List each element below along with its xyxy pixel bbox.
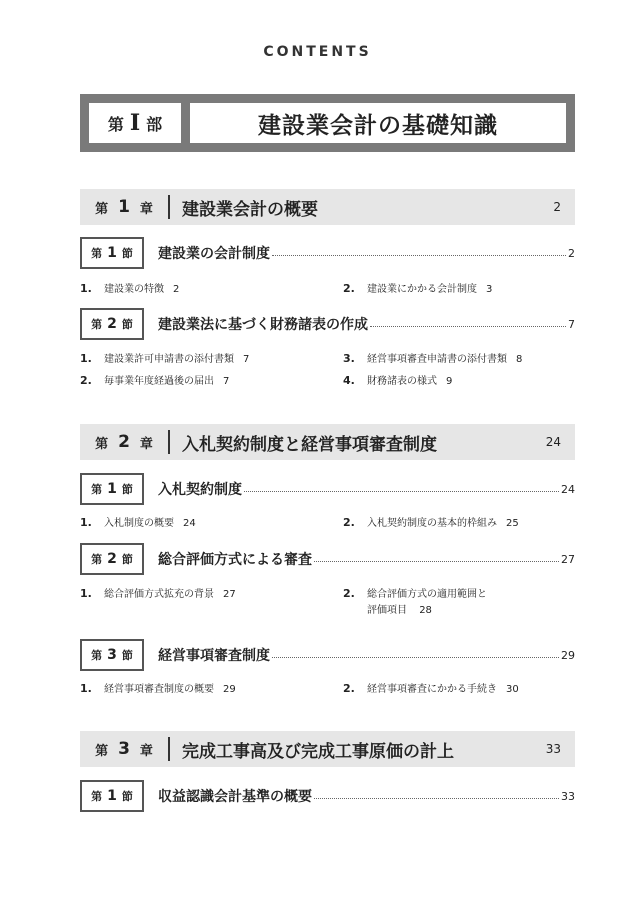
item-page: 25 <box>506 518 519 529</box>
section-label <box>80 639 144 671</box>
chapter-prefix: 第 <box>95 201 109 217</box>
section-number: 1 <box>107 481 117 497</box>
section-label <box>80 237 144 269</box>
section-prefix: 第 <box>91 553 103 566</box>
section-label <box>80 780 144 812</box>
item-text: 建設業の特徴 <box>104 284 164 295</box>
item-page: 3 <box>486 284 493 295</box>
item-number: 3. <box>343 352 355 365</box>
section-row[interactable] <box>80 237 575 269</box>
section-page: 29 <box>561 648 575 662</box>
item-number: 2. <box>343 516 355 529</box>
part-header <box>80 94 575 152</box>
section-number: 3 <box>107 647 117 663</box>
chapter-label <box>80 739 168 759</box>
chapter-title: 建設業会計の概要 <box>182 199 318 220</box>
section-suffix: 節 <box>121 649 133 662</box>
item-text: 毎事業年度経過後の届出 <box>104 376 214 387</box>
item-page: 27 <box>223 589 236 600</box>
chapter-divider <box>168 737 170 761</box>
section-suffix: 節 <box>121 247 133 260</box>
item-text-line2: 評価項目 <box>367 605 407 616</box>
chapter-suffix: 章 <box>139 436 153 452</box>
section-row[interactable] <box>80 473 575 505</box>
list-item[interactable] <box>343 516 519 532</box>
chapter-header[interactable] <box>80 424 575 460</box>
item-text: 入札契約制度の基本的枠組み <box>367 518 497 529</box>
item-number: 2. <box>343 682 355 695</box>
list-item[interactable] <box>343 682 519 698</box>
section-page: 2 <box>568 246 575 260</box>
item-text: 総合評価方式拡充の背景 <box>104 589 214 600</box>
section-prefix: 第 <box>91 790 103 803</box>
chapter-title: 入札契約制度と経営事項審査制度 <box>182 434 437 455</box>
list-item[interactable] <box>80 682 236 698</box>
item-text: 経営事項審査制度の概要 <box>104 684 214 695</box>
dot-leader <box>314 798 559 799</box>
section-row[interactable] <box>80 308 575 340</box>
section-label <box>80 473 144 505</box>
list-item[interactable] <box>343 352 522 368</box>
dot-leader <box>314 561 559 562</box>
chapter-number: 2 <box>118 432 130 452</box>
list-item[interactable] <box>343 282 492 298</box>
item-text: 経営事項審査にかかる手続き <box>367 684 497 695</box>
part-title: 建設業会計の基礎知識 <box>190 103 566 143</box>
list-item[interactable] <box>80 374 229 390</box>
section-row[interactable] <box>80 543 575 575</box>
item-number: 2. <box>343 282 355 295</box>
item-page: 24 <box>183 518 196 529</box>
list-item[interactable] <box>80 516 196 532</box>
chapter-label <box>80 432 168 452</box>
chapter-prefix: 第 <box>95 436 109 452</box>
section-prefix: 第 <box>91 649 103 662</box>
list-item[interactable] <box>80 587 236 603</box>
chapter-header[interactable] <box>80 731 575 767</box>
item-text: 総合評価方式の適用範囲と <box>367 589 487 600</box>
item-text: 経営事項審査申請書の添付書類 <box>367 354 507 365</box>
dot-leader <box>272 255 566 256</box>
item-page: 8 <box>516 354 523 365</box>
section-number: 2 <box>107 316 117 332</box>
chapter-suffix: 章 <box>139 201 153 217</box>
chapter-number: 1 <box>118 197 130 217</box>
part-suffix: 部 <box>146 114 163 134</box>
section-page: 27 <box>561 552 575 566</box>
section-title: 経営事項審査制度 <box>158 648 270 664</box>
chapter-title: 完成工事高及び完成工事原価の計上 <box>182 741 454 762</box>
section-title: 建設業の会計制度 <box>158 246 270 262</box>
chapter-label <box>80 197 168 217</box>
chapter-page: 33 <box>545 742 561 756</box>
section-label <box>80 308 144 340</box>
part-label <box>89 103 181 143</box>
section-prefix: 第 <box>91 247 103 260</box>
section-suffix: 節 <box>121 790 133 803</box>
item-page: 28 <box>419 605 432 616</box>
list-item[interactable] <box>343 374 452 390</box>
item-page: 29 <box>223 684 236 695</box>
item-text: 財務諸表の様式 <box>367 376 437 387</box>
section-prefix: 第 <box>91 483 103 496</box>
section-title: 入札契約制度 <box>158 482 242 498</box>
section-suffix: 節 <box>121 553 133 566</box>
section-prefix: 第 <box>91 318 103 331</box>
item-page: 9 <box>446 376 453 387</box>
item-number: 1. <box>80 352 92 365</box>
section-number: 1 <box>107 245 117 261</box>
item-number: 1. <box>80 516 92 529</box>
section-title: 収益認識会計基準の概要 <box>158 789 312 805</box>
item-number: 1. <box>80 587 92 600</box>
section-page: 33 <box>561 789 575 803</box>
list-item[interactable] <box>343 587 487 619</box>
section-number: 1 <box>107 788 117 804</box>
dot-leader <box>244 491 559 492</box>
item-text: 入札制度の概要 <box>104 518 174 529</box>
dot-leader <box>272 657 559 658</box>
chapter-header[interactable] <box>80 189 575 225</box>
item-number: 1. <box>80 282 92 295</box>
section-row[interactable] <box>80 639 575 671</box>
chapter-page: 2 <box>553 200 561 214</box>
chapter-divider <box>168 195 170 219</box>
chapter-page: 24 <box>545 435 561 449</box>
part-prefix: 第 <box>107 114 124 134</box>
item-page: 2 <box>173 284 180 295</box>
section-page: 7 <box>568 317 575 331</box>
item-number: 2. <box>343 587 355 600</box>
chapter-suffix: 章 <box>139 743 153 759</box>
dot-leader <box>370 326 566 327</box>
section-title: 建設業法に基づく財務諸表の作成 <box>158 317 368 333</box>
item-number: 1. <box>80 682 92 695</box>
section-label <box>80 543 144 575</box>
chapter-number: 3 <box>118 739 130 759</box>
item-text: 建設業許可申請書の添付書類 <box>104 354 234 365</box>
item-number: 2. <box>80 374 92 387</box>
item-text: 建設業にかかる会計制度 <box>367 284 477 295</box>
section-page: 24 <box>561 482 575 496</box>
chapter-divider <box>168 430 170 454</box>
list-item[interactable] <box>80 282 179 298</box>
item-page: 30 <box>506 684 519 695</box>
section-suffix: 節 <box>121 318 133 331</box>
chapter-prefix: 第 <box>95 743 109 759</box>
section-suffix: 節 <box>121 483 133 496</box>
part-number: I <box>129 110 141 136</box>
item-number: 4. <box>343 374 355 387</box>
section-number: 2 <box>107 551 117 567</box>
item-page: 7 <box>223 376 230 387</box>
item-page: 7 <box>243 354 250 365</box>
contents-heading: CONTENTS <box>263 44 372 60</box>
section-row[interactable] <box>80 780 575 812</box>
section-title: 総合評価方式による審査 <box>158 552 312 568</box>
list-item[interactable] <box>80 352 249 368</box>
item-text-multiline <box>367 587 487 619</box>
